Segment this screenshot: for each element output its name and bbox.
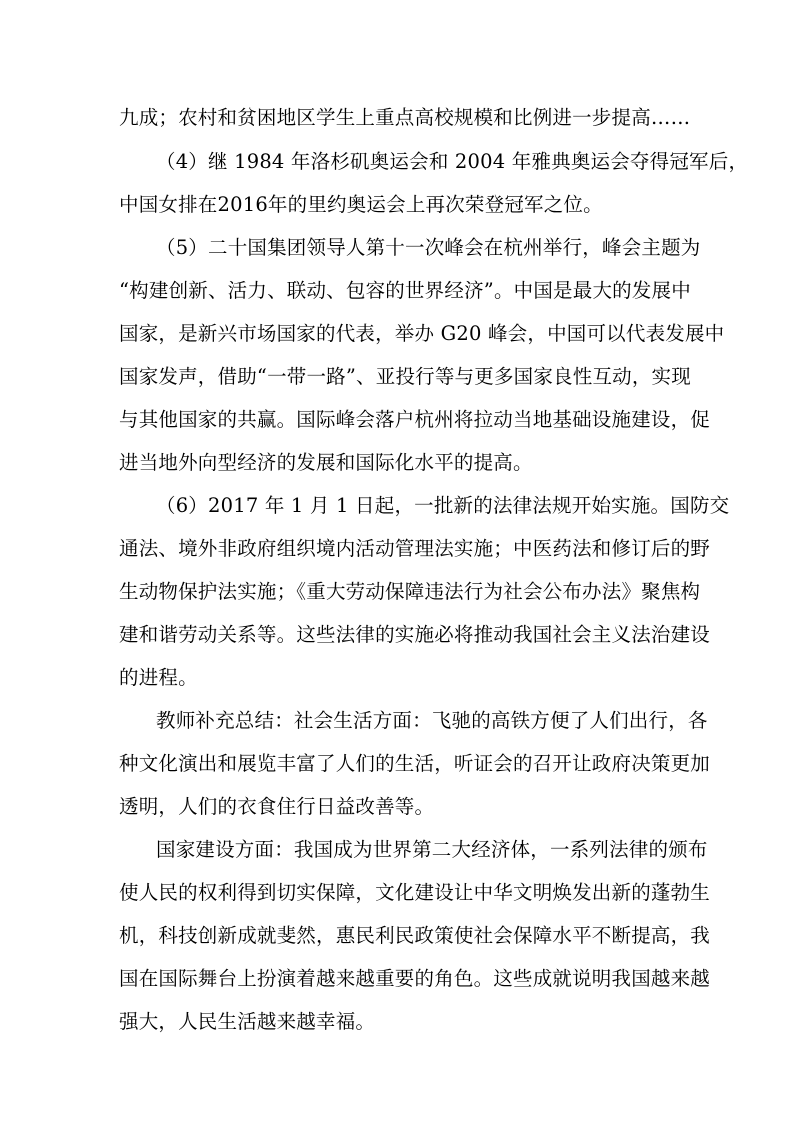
text-line: 的进程。 — [119, 666, 198, 689]
text-line: 建和谐劳动关系等。这些法律的实施必将推动我国社会主义法治建设 — [119, 623, 711, 646]
text-line: 国家发声，借助“一带一路”、亚投行等与更多国家良性互动，实现 — [119, 365, 691, 388]
text-line: 强大，人民生活越来越幸福。 — [119, 1010, 376, 1033]
text-line: 通法、境外非政府组织境内活动管理法实施；中医药法和修订后的野 — [119, 537, 711, 560]
text-line: 九成；农村和贫困地区学生上重点高校规模和比例进一步提高…… — [119, 106, 691, 129]
text-line: （4）继 1984 年洛杉矶奥运会和 2004 年雅典奥运会夺得冠军后， — [156, 150, 749, 173]
text-line: 生动物保护法实施；《重大劳动保障违法行为社会公布办法》聚焦构 — [119, 580, 701, 603]
text-line: （6）2017 年 1 月 1 日起，一批新的法律法规开始实施。国防交 — [156, 494, 730, 517]
text-line: 机，科技创新成就斐然，惠民利民政策使社会保障水平不断提高，我 — [119, 924, 711, 947]
text-line: 种文化演出和展览丰富了人们的生活，听证会的召开让政府决策更加 — [119, 752, 711, 775]
text-line: 国家建设方面：我国成为世界第二大经济体，一系列法律的颁布 — [156, 838, 708, 861]
text-line: 与其他国家的共赢。国际峰会落户杭州将拉动当地基础设施建设，促 — [119, 408, 711, 431]
text-line: 使人民的权利得到切实保障，文化建设让中华文明焕发出新的蓬勃生 — [119, 881, 711, 904]
text-line: 中国女排在2016年的里约奥运会上再次荣登冠军之位。 — [119, 193, 603, 216]
text-line: “构建创新、活力、联动、包容的世界经济”。中国是最大的发展中 — [119, 279, 691, 302]
text-line: 教师补充总结：社会生活方面：飞驰的高铁方便了人们出行，各 — [156, 709, 708, 732]
text-line: 国家，是新兴市场国家的代表，举办 G20 峰会，中国可以代表发展中 — [119, 322, 725, 345]
text-line: （5）二十国集团领导人第十一次峰会在杭州举行，峰会主题为 — [156, 236, 701, 259]
text-line: 透明，人们的衣食住行日益改善等。 — [119, 795, 435, 818]
text-line: 进当地外向型经济的发展和国际化水平的提高。 — [119, 451, 533, 474]
text-line: 国在国际舞台上扮演着越来越重要的角色。这些成就说明我国越来越 — [119, 967, 711, 990]
